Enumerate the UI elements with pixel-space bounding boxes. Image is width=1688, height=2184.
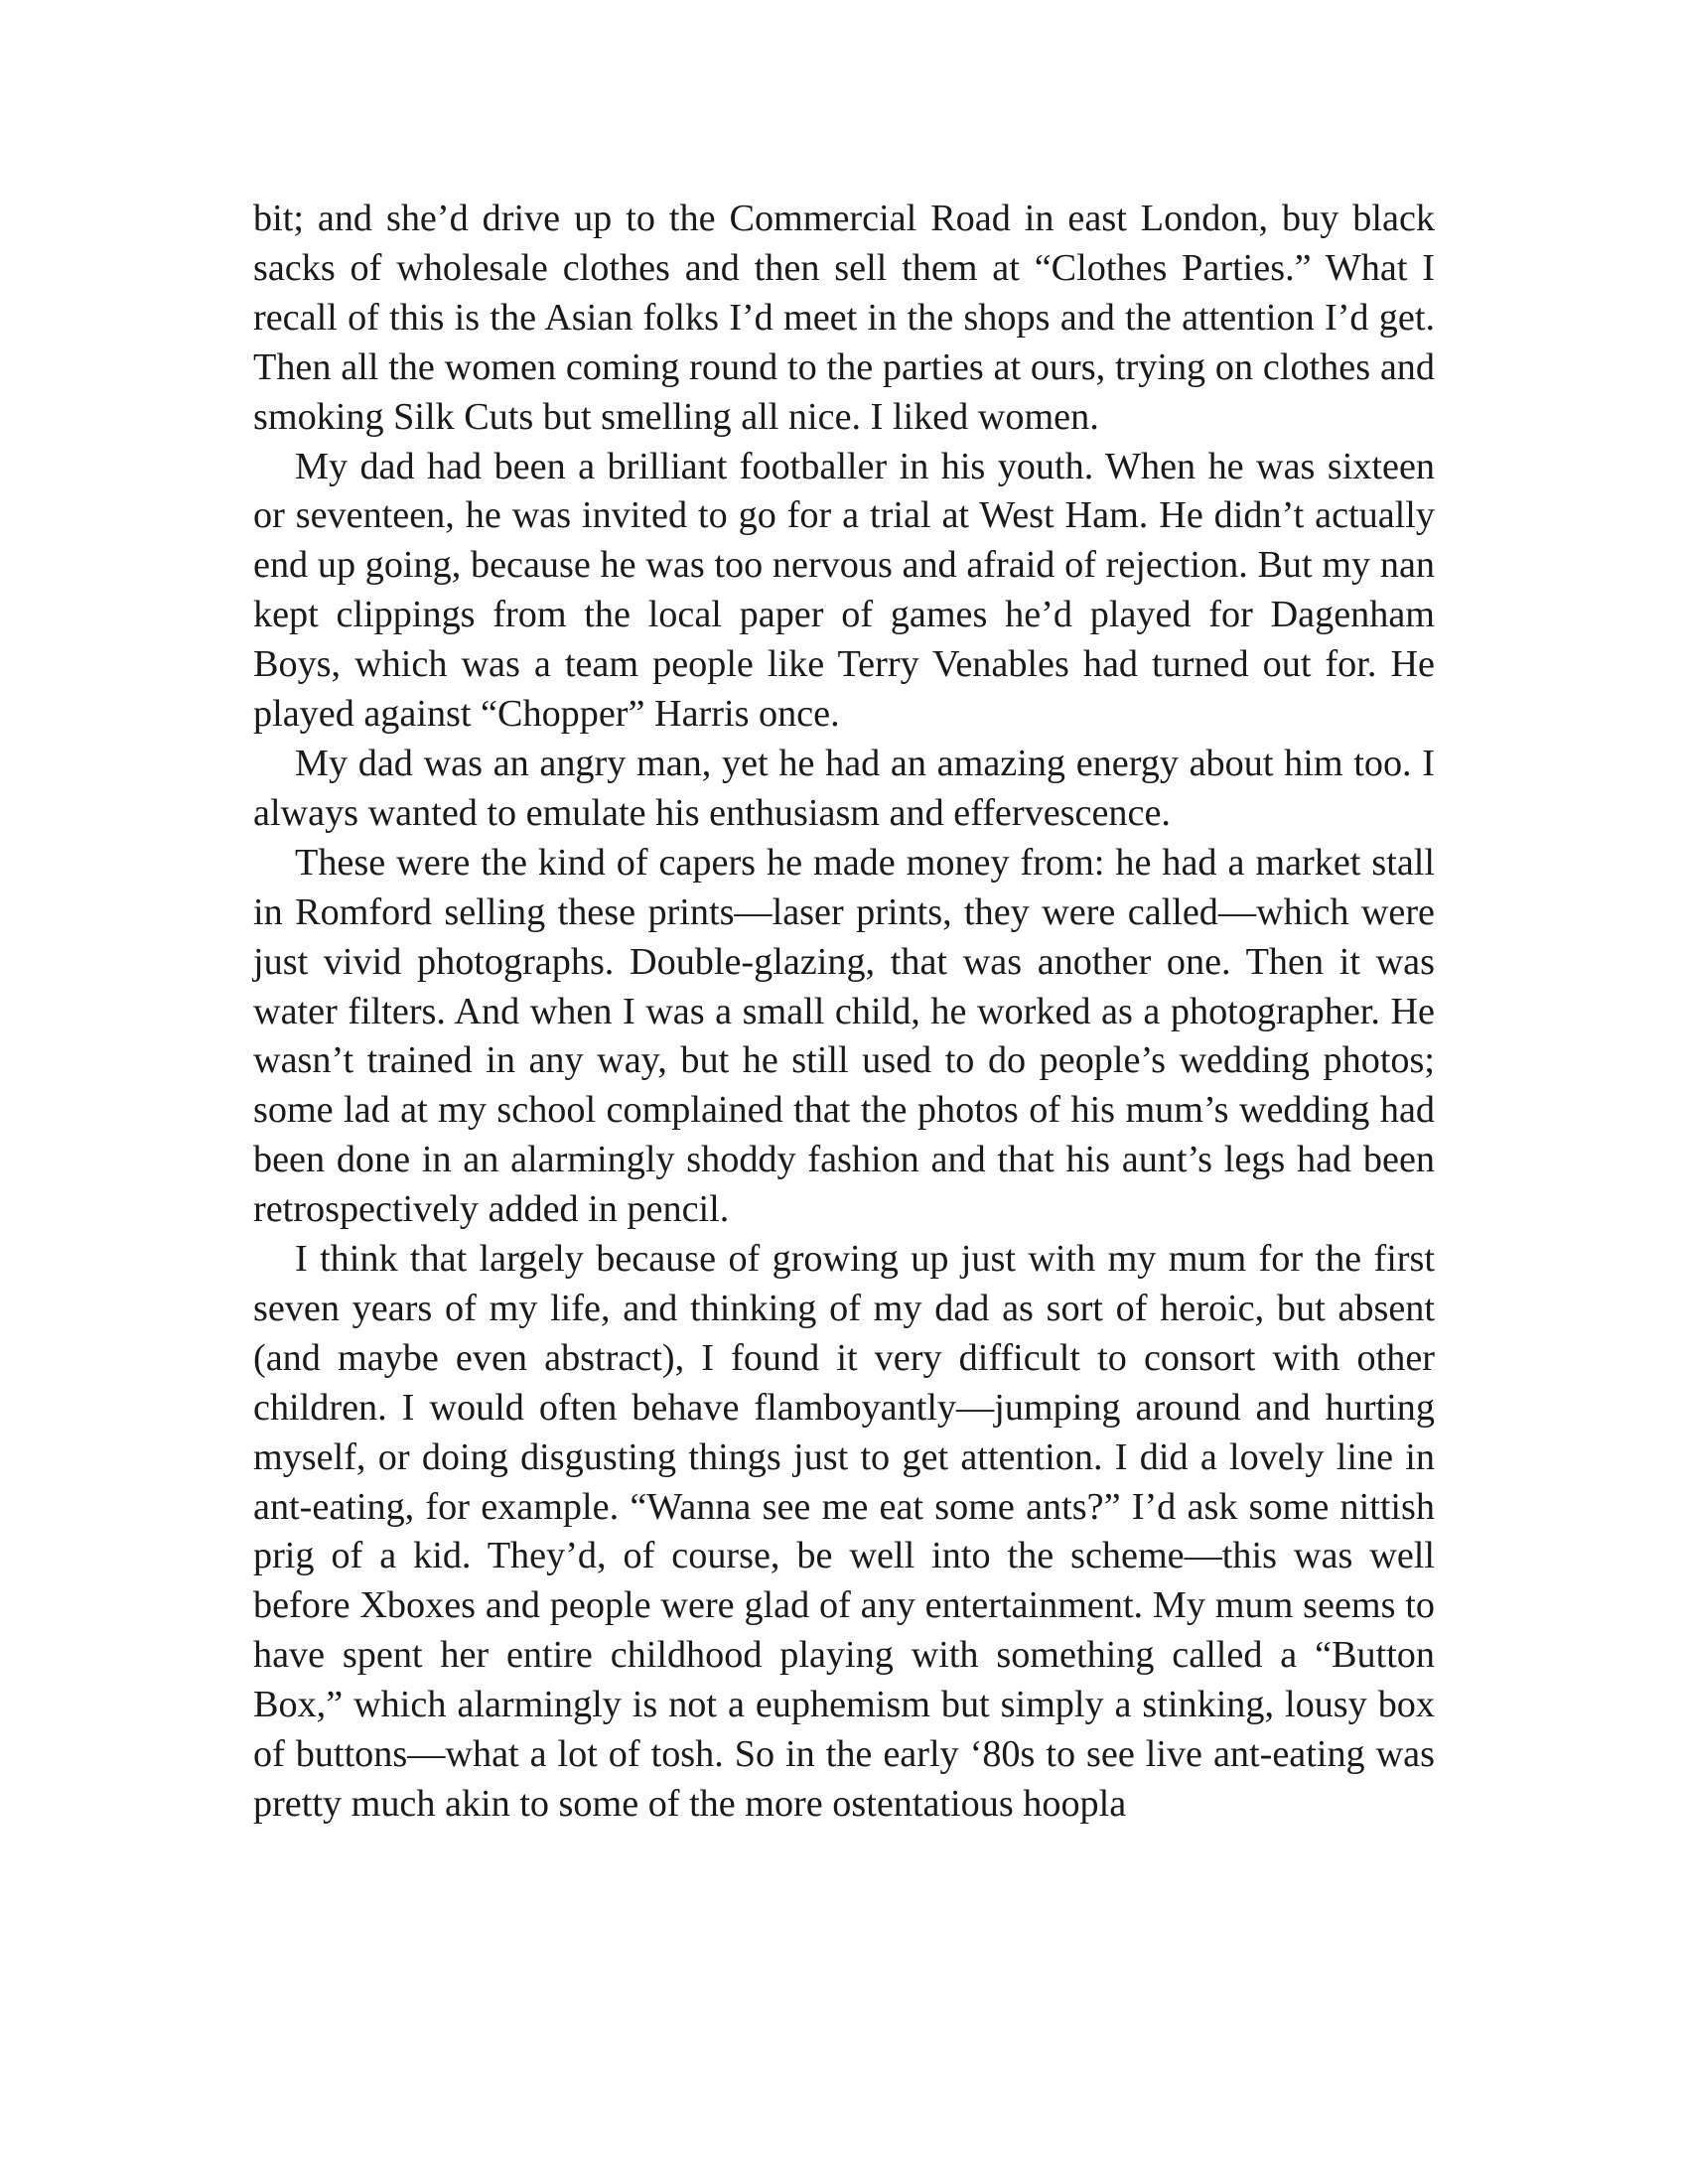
paragraph-clothes-parties: bit; and she’d drive up to the Commercial Road in east London, buy black sacks of wholesale clothes and then sell them at “Clothes Parties.” What I recall of this is the Asian folks I’d meet in the shops and the attention I’d get. Then all the women coming round to the parties at ours, trying on clothes and smoking Silk Cuts but smelling all nice. I liked women. — [253, 198, 1435, 438]
paragraph-dad-angry: My dad was an angry man, yet he had an amazing energy about him too. I always wanted to emulate his enthusiasm and effervescence. — [253, 742, 1435, 834]
paragraph-dad-capers: These were the kind of capers he made money from: he had a market stall in Romford selling these prints—laser prints, they were called—which were just vivid photographs. Double-glazing, that was another one. Then it was water filters. And when I was a small child, he worked as a photographer. He wasn’t trained in any way, but he still used to do people’s wedding photos; some lad at my school complained that the photos of his mum’s wedding had been done in an alarmingly shoddy fashion and that his aunt’s legs had been retrospectively added in pencil. — [253, 841, 1435, 1231]
page-body — [253, 195, 1435, 1830]
paragraph-dad-footballer: My dad had been a brilliant footballer in his youth. When he was sixteen or seventeen, he was invited to go for a trial at West Ham. He didn’t actually end up going, because he was too nervous and afraid of rejection. But my nan kept clippings from the local paper of games he’d played for Dagenham Boys, which was a team people like Terry Venables had turned out for. He played against “Chopper” Harris once. — [253, 445, 1435, 736]
paragraph-ant-eating: I think that largely because of growing up just with my mum for the first seven years of my life, and thinking of my dad as sort of heroic, but absent (and maybe even abstract), I found it very difficult to consort with other children. I would often behave flamboyantly—jumping around and hurting myself, or doing disgusting things just to get attention. I did a lovely line in ant-eating, for example. “Wanna see me eat some ants?” I’d ask some nittish prig of a kid. They’d, of course, be well into the scheme—this was well before Xboxes and people were glad of any entertainment. My mum seems to have spent her entire childhood playing with something called a “Button Box,” which alarmingly is not a euphemism but simply a stinking, lousy box of buttons—what a lot of tosh. So in the early ‘80s to see live ant-eating was pretty much akin to some of the more ostentatious hoopla — [253, 1238, 1435, 1825]
